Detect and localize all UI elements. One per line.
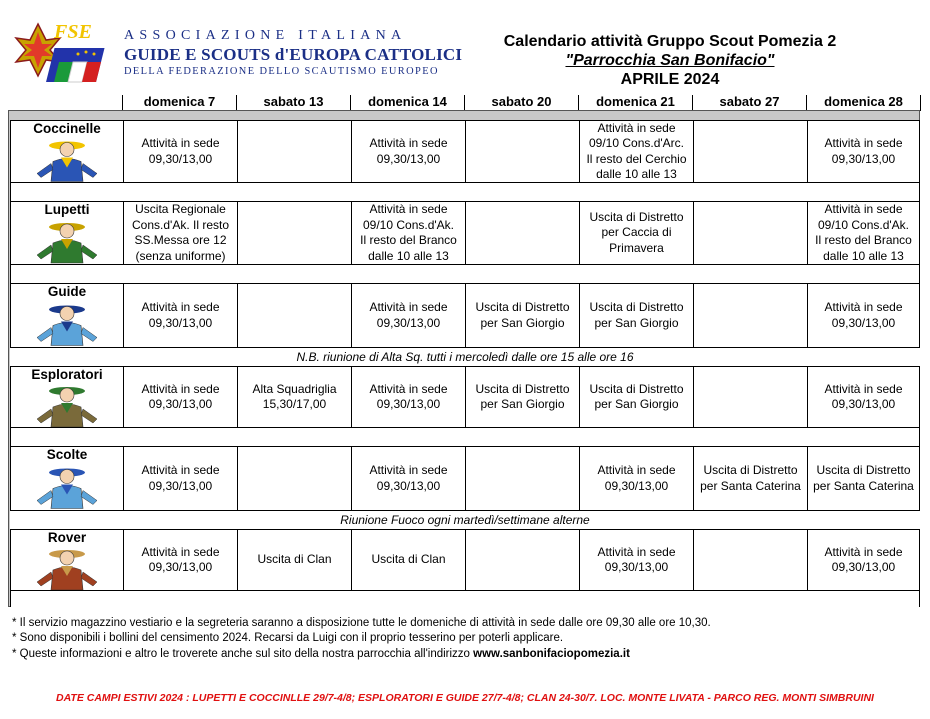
scout-figure-icon — [21, 461, 113, 510]
guide-note: N.B. riunione di Alta Sq. tutti i mercoledì dalle ore 15 alle ore 16 — [10, 348, 920, 366]
activity-cell — [693, 284, 807, 347]
activity-cell — [123, 367, 237, 427]
activity-cell — [579, 202, 693, 264]
activity-text: Uscita di Distretto per Caccia di Primavera — [589, 209, 684, 255]
activity-cell — [579, 284, 693, 347]
activity-cell — [465, 121, 579, 182]
activity-text: Attività in sede 09,30/13,00 — [141, 463, 220, 493]
unit-row-lupetti — [10, 201, 920, 265]
column-header: domenica 28 — [824, 94, 903, 109]
activity-text: Uscita di Clan — [371, 552, 446, 567]
activity-cell — [465, 367, 579, 427]
activity-text: Uscita di Distretto per Santa Caterina — [700, 463, 801, 493]
activity-text: Attività in sede 09,30/13,00 — [141, 381, 220, 411]
activity-text: Attività in sede 09,30/13,00 — [141, 136, 220, 166]
activity-cell — [579, 121, 693, 182]
activity-cell — [123, 121, 237, 182]
activity-text: Attività in sede 09,30/13,00 — [369, 136, 448, 166]
activity-cell — [807, 121, 919, 182]
activity-cell — [123, 447, 237, 510]
activity-cell — [807, 447, 919, 510]
activity-text: Attività in sede 09/10 Cons.d'Arc. Il resto del Cerchio dalle 10 alle 13 — [586, 120, 687, 181]
footer-note-3-text: * Queste informazioni e altro le troverete anche sul sito della nostra parrocchia all'indirizzo — [12, 647, 474, 660]
activity-text: Attività in sede 09,30/13,00 — [824, 381, 903, 411]
activity-text: Uscita di Distretto per Santa Caterina — [813, 463, 914, 493]
activity-cell — [123, 202, 237, 264]
scout-figure-icon — [21, 298, 113, 347]
activity-text: Alta Squadriglia 15,30/17,00 — [252, 381, 337, 411]
activity-cell — [693, 447, 807, 510]
activity-cell — [693, 367, 807, 427]
association-line2: GUIDE E SCOUTS d'EUROPA CATTOLICI — [124, 45, 463, 64]
activity-text: Uscita Regionale Cons.d'Ak. Il resto SS.Messa ore 12 (senza uniforme) — [132, 202, 229, 263]
unit-label — [11, 447, 123, 510]
unit-name: Esploratori — [31, 367, 103, 382]
unit-row-guide — [10, 283, 920, 348]
column-header: sabato 13 — [263, 94, 324, 109]
footer-note-2: * Sono disponibili i bollini del censimento 2024. Recarsi da Luigi con il proprio tesserino per poterli applicare. — [12, 632, 564, 645]
column-header: domenica 14 — [368, 94, 447, 109]
activity-text: Attività in sede 09,30/13,00 — [369, 381, 448, 411]
page-header — [0, 0, 930, 95]
activity-cell — [465, 202, 579, 264]
fse-badge-text: FSE — [54, 21, 92, 43]
footer-note-3 — [12, 647, 711, 662]
title-line2: "Parrocchia San Bonifacio" — [565, 52, 775, 69]
activity-cell — [237, 284, 351, 347]
unit-name: Guide — [47, 284, 87, 299]
activity-text: Attività in sede 09/10 Cons.d'Ak. Il resto del Branco dalle 10 alle 13 — [815, 202, 912, 263]
activity-text: Attività in sede 09,30/13,00 — [824, 544, 903, 574]
activity-cell — [351, 121, 465, 182]
association-line1: ASSOCIAZIONE ITALIANA — [124, 28, 407, 43]
activity-cell — [237, 447, 351, 510]
calendar-title — [455, 32, 885, 89]
column-header: sabato 27 — [719, 94, 780, 109]
unit-row-scolte — [10, 446, 920, 511]
column-header: domenica 21 — [596, 94, 675, 109]
activity-cell — [693, 202, 807, 264]
footer-notes — [12, 616, 711, 662]
activity-cell — [351, 447, 465, 510]
unit-label — [11, 284, 123, 347]
activity-text: Attività in sede 09,30/13,00 — [369, 463, 448, 493]
unit-row-esploratori — [10, 366, 920, 428]
unit-label — [11, 367, 123, 427]
activity-cell — [351, 367, 465, 427]
unit-label — [11, 202, 123, 264]
activity-cell — [693, 121, 807, 182]
activity-text: Attività in sede 09,30/13,00 — [597, 544, 676, 574]
activity-text: Uscita di Distretto per San Giorgio — [475, 381, 570, 411]
summer-camps-dates: DATE CAMPI ESTIVI 2024 : LUPETTI E COCCINLLE 29/7-4/8; ESPLORATORI E GUIDE 27/7-4/8; CLAN 24-30/7. LOC. MONTE LIVATA - PARCO REG. MONTI SIMBRUINI — [56, 692, 874, 704]
unit-name: Coccinelle — [33, 121, 101, 136]
activity-cell — [579, 447, 693, 510]
unit-name: Rover — [47, 530, 87, 545]
unit-name: Lupetti — [44, 202, 90, 217]
activity-cell — [237, 121, 351, 182]
association-line3: DELLA FEDERAZIONE DELLO SCAUTISMO EUROPEO — [124, 66, 439, 77]
activity-cell — [351, 530, 465, 590]
activity-text: Attività in sede 09,30/13,00 — [141, 300, 220, 330]
activity-cell — [123, 284, 237, 347]
activity-cell — [237, 202, 351, 264]
activity-cell — [237, 367, 351, 427]
activity-cell — [807, 367, 919, 427]
activity-text: Uscita di Distretto per San Giorgio — [475, 300, 570, 330]
unit-row-rover — [10, 529, 920, 591]
activity-cell — [237, 530, 351, 590]
unit-row-coccinelle — [10, 120, 920, 183]
activity-cell — [123, 530, 237, 590]
activity-text: Uscita di Clan — [257, 552, 332, 567]
unit-name: Scolte — [46, 447, 88, 462]
activity-cell — [807, 202, 919, 264]
activity-cell — [465, 284, 579, 347]
scout-figure-icon — [21, 135, 113, 182]
parish-website-link[interactable]: www.sanbonifaciopomezia.it — [473, 647, 630, 660]
activity-text: Attività in sede 09,30/13,00 — [369, 300, 448, 330]
activity-text: Uscita di Distretto per San Giorgio — [589, 300, 684, 330]
activity-cell — [465, 530, 579, 590]
association-name — [124, 27, 462, 79]
scout-figure-icon — [21, 381, 113, 427]
activity-cell — [579, 367, 693, 427]
activity-cell — [351, 202, 465, 264]
activity-cell — [579, 530, 693, 590]
unit-label — [11, 530, 123, 590]
activity-text: Attività in sede 09,30/13,00 — [141, 544, 220, 574]
activity-text: Attività in sede 09,30/13,00 — [824, 136, 903, 166]
title-line1: Calendario attività Gruppo Scout Pomezia 2 — [503, 33, 837, 50]
activity-text: Uscita di Distretto per San Giorgio — [589, 381, 684, 411]
activity-cell — [807, 284, 919, 347]
column-header: domenica 7 — [143, 94, 216, 109]
activity-text: Attività in sede 09,30/13,00 — [824, 300, 903, 330]
footer-note-1: * Il servizio magazzino vestiario e la segreteria saranno a disposizione tutte le domeniche di attività in sede dalle ore 09,30 alle ore 10,30. — [12, 617, 711, 629]
fse-logo — [10, 18, 120, 86]
activity-cell — [693, 530, 807, 590]
activity-text: Attività in sede 09/10 Cons.d'Ak. Il resto del Branco dalle 10 alle 13 — [360, 202, 457, 263]
activity-cell — [465, 447, 579, 510]
unit-label — [11, 121, 123, 182]
activity-text: Attività in sede 09,30/13,00 — [597, 463, 676, 493]
scout-figure-icon — [21, 216, 113, 264]
scolte-note: Riunione Fuoco ogni martedì/settimane alterne — [10, 511, 920, 529]
title-month: APRILE 2024 — [620, 71, 720, 88]
scout-figure-icon — [21, 544, 113, 590]
activity-cell — [807, 530, 919, 590]
column-header: sabato 20 — [491, 94, 552, 109]
activity-cell — [351, 284, 465, 347]
